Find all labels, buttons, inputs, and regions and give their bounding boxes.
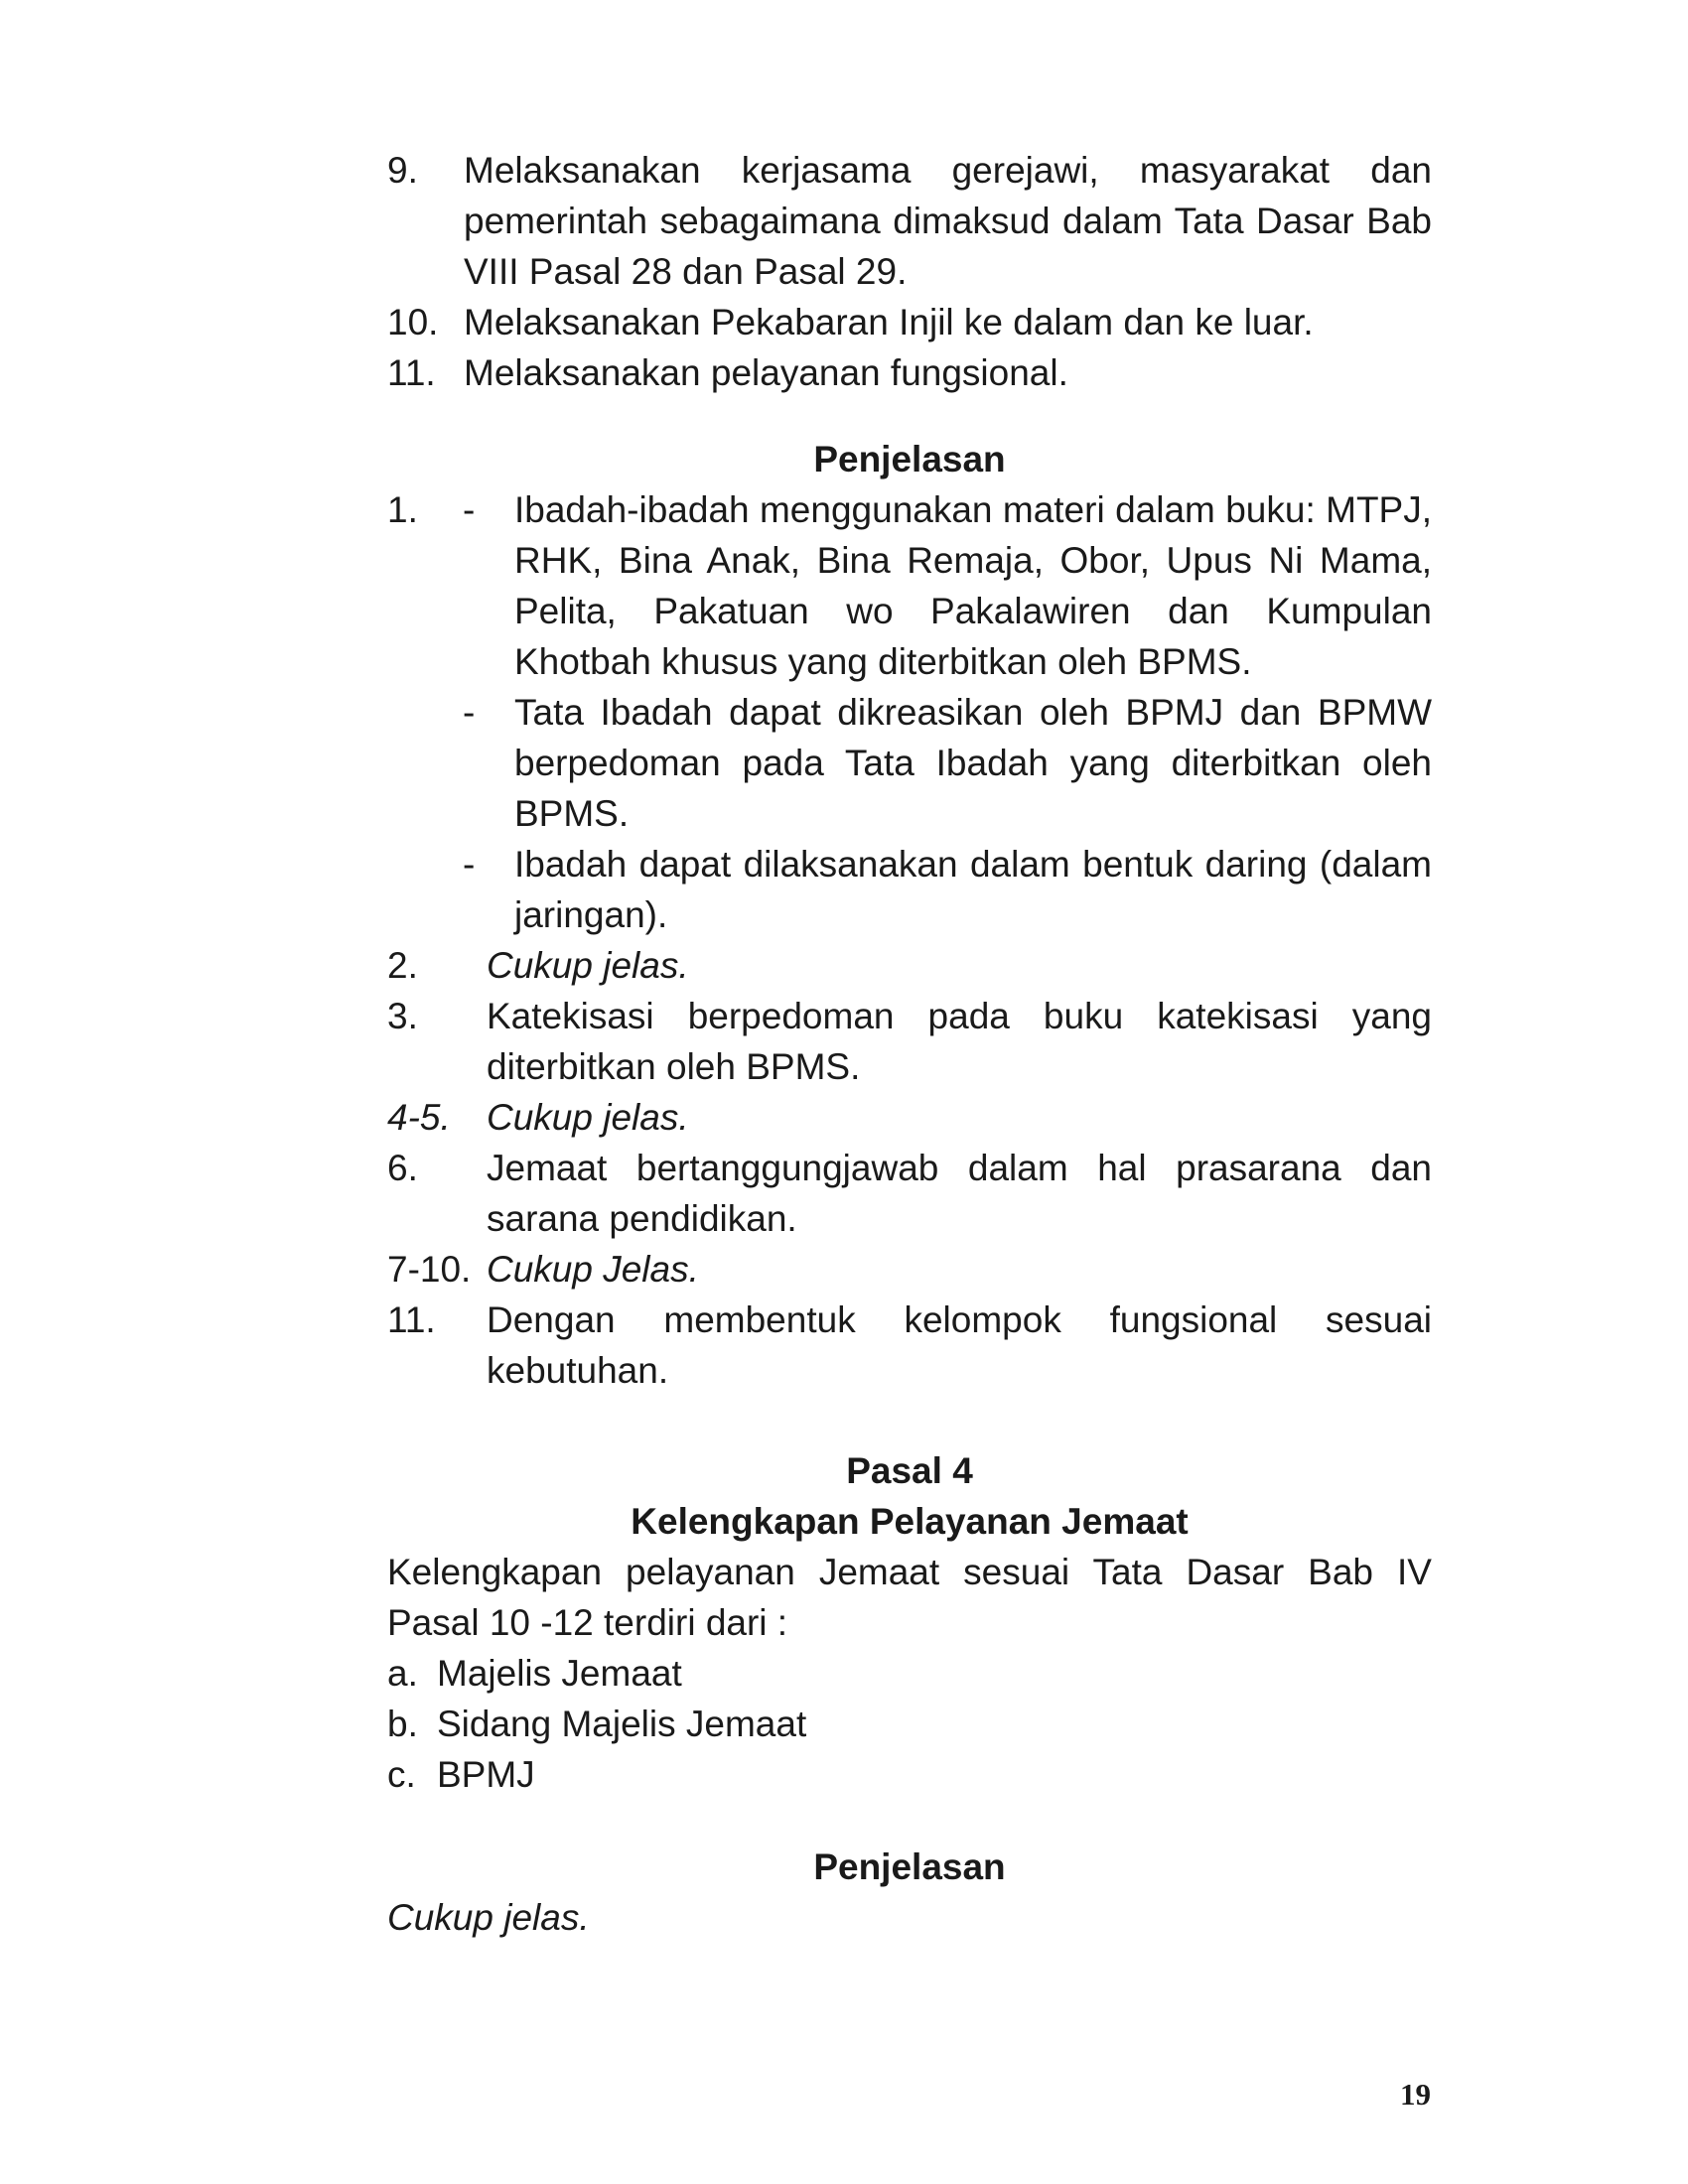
- sub-item-text: Ibadah dapat dilaksanakan dalam bentuk daring (dalam jaringan).: [514, 844, 1432, 935]
- item-text: BPMJ: [437, 1754, 535, 1795]
- item-text: Sidang Majelis Jemaat: [437, 1704, 807, 1744]
- item-number: 6.: [387, 1148, 418, 1188]
- explanation-item: [387, 1092, 1432, 1143]
- item-number: 1.: [387, 489, 418, 530]
- page-number: 19: [1400, 2077, 1431, 2112]
- item-text: Jemaat bertanggungjawab dalam hal prasarana dan sarana pendidikan.: [487, 1148, 1432, 1239]
- dash-bullet: -: [463, 692, 476, 733]
- item-text: Cukup jelas.: [487, 945, 689, 986]
- dash-bullet: -: [463, 844, 476, 885]
- item-text: Cukup jelas.: [487, 1097, 689, 1138]
- item-number: 7-10.: [387, 1249, 472, 1290]
- explanation-item: [387, 991, 1432, 1092]
- sub-item-text: Ibadah-ibadah menggunakan materi dalam buku: MTPJ, RHK, Bina Anak, Bina Remaja, Obor, Upus Ni Mama, Pelita, Pakatuan wo Pakalawiren dan Kumpulan Khotbah khusus yang diterbitkan oleh BPMS.: [514, 489, 1432, 682]
- item-letter: b.: [387, 1704, 418, 1744]
- sub-item: [463, 839, 1432, 940]
- item-number: 9.: [387, 150, 418, 191]
- sub-item: [463, 484, 1432, 687]
- list-item: [387, 297, 1432, 347]
- sub-item-text: Tata Ibadah dapat dikreasikan oleh BPMJ dan BPMW berpedoman pada Tata Ibadah yang diterbitkan oleh BPMS.: [514, 692, 1432, 834]
- explanation-item-1: [387, 484, 1432, 940]
- item-text: Melaksanakan Pekabaran Injil ke dalam dan ke luar.: [464, 302, 1314, 342]
- dash-bullet: -: [463, 489, 476, 530]
- article-number: Pasal 4: [846, 1450, 973, 1491]
- section-heading: Penjelasan: [813, 1846, 1006, 1887]
- explanation-item: [387, 1143, 1432, 1244]
- item-number: 4-5.: [387, 1097, 451, 1138]
- item-text: Dengan membentuk kelompok fungsional sesuai kebutuhan.: [487, 1299, 1432, 1391]
- sub-item: [463, 687, 1432, 839]
- explanation-item: [387, 1244, 1432, 1295]
- item-text: Majelis Jemaat: [437, 1653, 682, 1694]
- explanation-text: Cukup jelas.: [387, 1897, 590, 1938]
- document-page: [387, 145, 1432, 1943]
- item-text: Katekisasi berpedoman pada buku katekisasi yang diterbitkan oleh BPMS.: [487, 996, 1432, 1087]
- item-number: 11.: [387, 1299, 436, 1340]
- list-item: [387, 145, 1432, 297]
- article-intro: Kelengkapan pelayanan Jemaat sesuai Tata Dasar Bab IV Pasal 10 -12 terdiri dari :: [387, 1552, 1432, 1643]
- item-letter: c.: [387, 1754, 416, 1795]
- article-title: Kelengkapan Pelayanan Jemaat: [631, 1501, 1189, 1542]
- item-number: 2.: [387, 945, 418, 986]
- list-item: [387, 1749, 1432, 1800]
- item-number: 10.: [387, 302, 439, 342]
- explanation-item: [387, 1295, 1432, 1396]
- item-number: 3.: [387, 996, 418, 1036]
- item-text: Melaksanakan pelayanan fungsional.: [464, 352, 1068, 393]
- section-heading: Penjelasan: [813, 439, 1006, 479]
- item-number: 11.: [387, 352, 436, 393]
- list-item: [387, 347, 1432, 398]
- list-item: [387, 1699, 1432, 1749]
- item-letter: a.: [387, 1653, 418, 1694]
- item-text: Cukup Jelas.: [487, 1249, 699, 1290]
- list-item: [387, 1648, 1432, 1699]
- item-text: Melaksanakan kerjasama gerejawi, masyarakat dan pemerintah sebagaimana dimaksud dalam Tata Dasar Bab VIII Pasal 28 dan Pasal 29.: [464, 150, 1432, 292]
- explanation-item: [387, 940, 1432, 991]
